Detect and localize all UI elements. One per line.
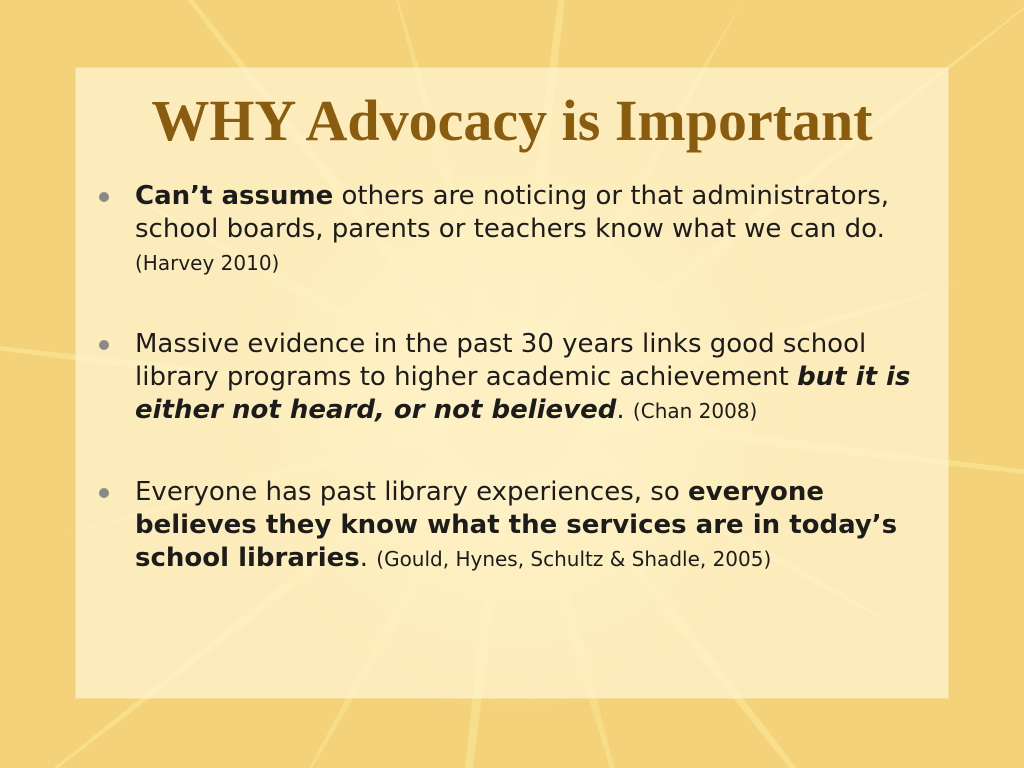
- bullet-emphasis: but it is either not heard, or not believed: [135, 362, 911, 425]
- bullet-item: [96, 328, 916, 428]
- bullet-text: Everyone has past library experiences, so: [135, 477, 689, 507]
- bullet-citation: (Gould, Hynes, Schultz & Shadle, 2005): [376, 547, 772, 571]
- bullet-dot-icon: [99, 488, 109, 498]
- bullet-dot-icon: [99, 192, 109, 202]
- bullet-text: Massive evidence in the past 30 years links good school library programs to higher academic achievement: [135, 329, 867, 392]
- bullet-lead-bold: Can’t assume: [135, 181, 334, 211]
- bullet-emphasis: everyone believes they know what the services are in today’s school libraries: [135, 477, 898, 573]
- bullet-citation: (Chan 2008): [632, 399, 758, 423]
- bullet-text-after: .: [616, 395, 633, 425]
- bullet-list: [96, 180, 916, 576]
- bullet-citation: (Harvey 2010): [135, 251, 280, 275]
- bullet-text-after: .: [359, 543, 377, 573]
- slide-title: WHY Advocacy is Important: [151, 88, 873, 153]
- bullet-item: [96, 476, 916, 576]
- bullet-dot-icon: [99, 340, 109, 350]
- bullet-item: [96, 180, 916, 280]
- bullet-text: others are noticing or that administrators, school boards, parents or teachers know what we can do.: [135, 181, 890, 244]
